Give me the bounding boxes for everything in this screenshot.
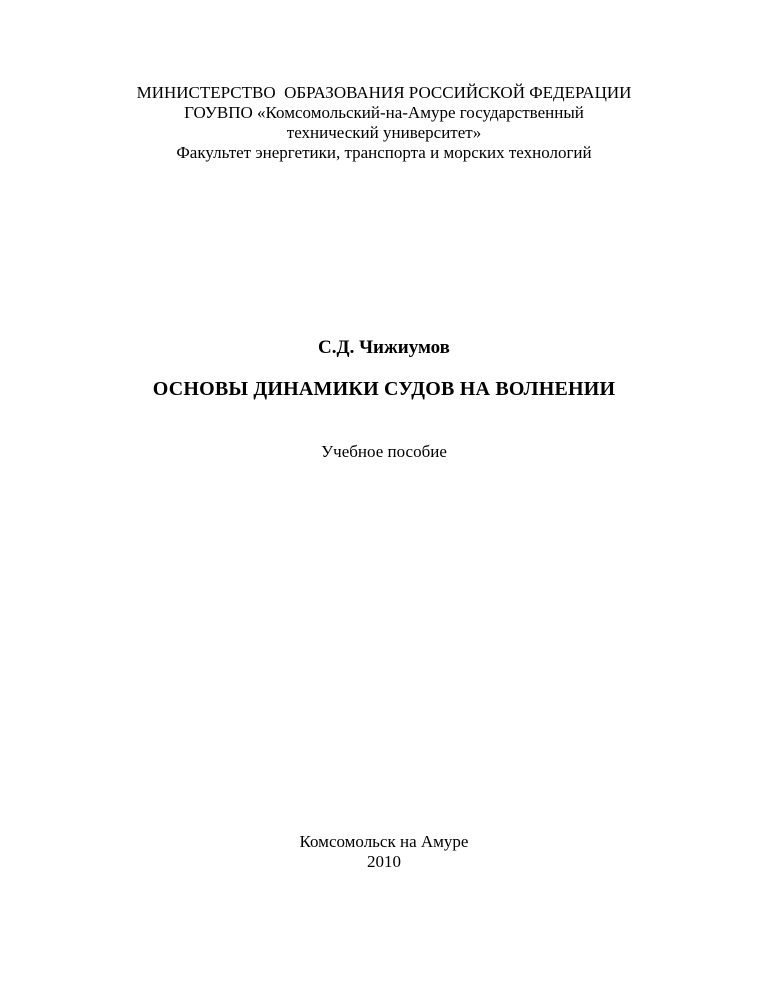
- document-title: ОСНОВЫ ДИНАМИКИ СУДОВ НА ВОЛНЕНИИ: [152, 378, 616, 400]
- ministry-name: МИНИСТЕРСТВО ОБРАЗОВАНИЯ РОССИЙСКОЙ ФЕДЕРАЦИИ: [136, 83, 632, 102]
- faculty-name: Факультет энергетики, транспорта и морских технологий: [176, 143, 592, 162]
- publication-info: [0, 832, 768, 872]
- author-name: С.Д. Чижиумов: [318, 337, 450, 358]
- institution-name-line1: ГОУВПО «Комсомольский-на-Амуре государственный: [184, 103, 584, 122]
- publication-year: 2010: [367, 852, 401, 871]
- institution-name-line2: технический университет»: [286, 123, 482, 142]
- document-type: Учебное пособие: [321, 442, 447, 461]
- publication-city: Комсомольск на Амуре: [299, 832, 469, 851]
- institution-header: [0, 83, 768, 163]
